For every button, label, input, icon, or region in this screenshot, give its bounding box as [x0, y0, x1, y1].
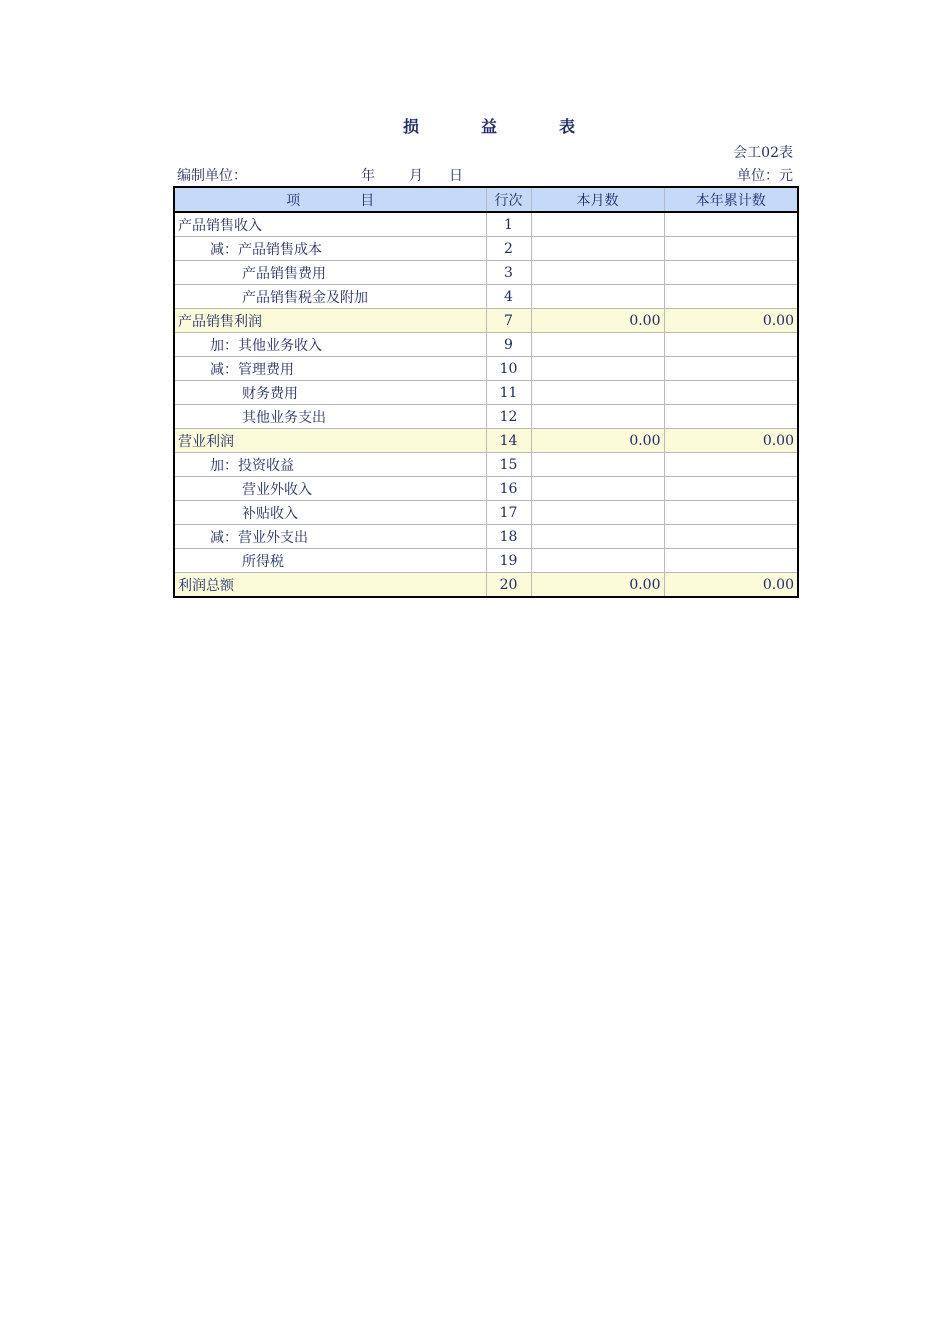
- header-item-b: 目: [360, 192, 375, 209]
- row-item: 利润总额: [174, 573, 486, 598]
- table-row: [174, 549, 798, 573]
- row-month-cell[interactable]: [531, 453, 664, 477]
- table-row: [174, 212, 798, 237]
- year-label: 年: [361, 168, 375, 184]
- row-ytd-cell[interactable]: 0.00: [664, 309, 798, 333]
- row-line: 1: [486, 212, 531, 237]
- row-month-cell[interactable]: 0.00: [531, 429, 664, 453]
- table-row: [174, 285, 798, 309]
- row-ytd-cell[interactable]: [664, 212, 798, 237]
- subtotal-row: [174, 429, 798, 453]
- preparer-unit-label: 编制单位：: [177, 168, 247, 184]
- row-month-cell[interactable]: [531, 212, 664, 237]
- row-month-cell[interactable]: [531, 261, 664, 285]
- table-row: [174, 525, 798, 549]
- row-line: 2: [486, 237, 531, 261]
- row-line: 9: [486, 333, 531, 357]
- header-ytd: 本年累计数: [664, 187, 798, 212]
- row-line: 10: [486, 357, 531, 381]
- row-item: 营业利润: [174, 429, 486, 453]
- row-item: 其他业务支出: [174, 405, 486, 429]
- row-month-cell[interactable]: [531, 549, 664, 573]
- table-row: [174, 333, 798, 357]
- row-ytd-cell[interactable]: [664, 549, 798, 573]
- row-item: 财务费用: [174, 381, 486, 405]
- row-month-cell[interactable]: [531, 357, 664, 381]
- page-title: [173, 114, 797, 136]
- table-row: [174, 261, 798, 285]
- subtotal-row: [174, 309, 798, 333]
- row-ytd-cell[interactable]: [664, 333, 798, 357]
- row-item: 加：其他业务收入: [174, 333, 486, 357]
- row-line: 20: [486, 573, 531, 598]
- row-item: 减：管理费用: [174, 357, 486, 381]
- month-label: 月: [409, 168, 423, 184]
- row-line: 18: [486, 525, 531, 549]
- row-month-cell[interactable]: [531, 237, 664, 261]
- row-item: 产品销售利润: [174, 309, 486, 333]
- row-month-cell[interactable]: [531, 501, 664, 525]
- row-ytd-cell[interactable]: [664, 405, 798, 429]
- row-item: 加：投资收益: [174, 453, 486, 477]
- row-item: 营业外收入: [174, 477, 486, 501]
- title-char-3: 表: [559, 117, 576, 136]
- row-item: 所得税: [174, 549, 486, 573]
- row-line: 3: [486, 261, 531, 285]
- total-row: [174, 573, 798, 598]
- row-item: 产品销售收入: [174, 212, 486, 237]
- header-month: 本月数: [531, 187, 664, 212]
- row-item: 产品销售费用: [174, 261, 486, 285]
- table-row: [174, 237, 798, 261]
- row-ytd-cell[interactable]: [664, 285, 798, 309]
- row-ytd-cell[interactable]: [664, 453, 798, 477]
- row-month-cell[interactable]: [531, 333, 664, 357]
- row-line: 12: [486, 405, 531, 429]
- row-line: 17: [486, 501, 531, 525]
- table-row: [174, 405, 798, 429]
- header-item: [174, 187, 486, 212]
- row-line: 7: [486, 309, 531, 333]
- table-row: [174, 477, 798, 501]
- row-ytd-cell[interactable]: [664, 357, 798, 381]
- title-char-2: 益: [481, 117, 498, 136]
- table-row: [174, 381, 798, 405]
- row-ytd-cell[interactable]: [664, 261, 798, 285]
- table-row: [174, 501, 798, 525]
- table-header-row: [174, 187, 798, 212]
- row-item: 产品销售税金及附加: [174, 285, 486, 309]
- row-ytd-cell[interactable]: [664, 525, 798, 549]
- row-item: 补贴收入: [174, 501, 486, 525]
- row-line: 15: [486, 453, 531, 477]
- meta-row: [173, 165, 797, 185]
- row-ytd-cell[interactable]: [664, 381, 798, 405]
- row-ytd-cell[interactable]: [664, 477, 798, 501]
- row-line: 11: [486, 381, 531, 405]
- row-line: 16: [486, 477, 531, 501]
- header-line: 行次: [486, 187, 531, 212]
- row-ytd-cell[interactable]: 0.00: [664, 573, 798, 598]
- row-line: 14: [486, 429, 531, 453]
- row-item: 减：产品销售成本: [174, 237, 486, 261]
- row-month-cell[interactable]: [531, 405, 664, 429]
- form-code: 会工02表: [733, 145, 793, 161]
- row-month-cell[interactable]: [531, 381, 664, 405]
- row-line: 4: [486, 285, 531, 309]
- row-month-cell[interactable]: 0.00: [531, 309, 664, 333]
- row-ytd-cell[interactable]: 0.00: [664, 429, 798, 453]
- row-line: 19: [486, 549, 531, 573]
- table-row: [174, 453, 798, 477]
- row-month-cell[interactable]: [531, 477, 664, 501]
- currency-unit: 单位：元: [737, 168, 793, 184]
- row-month-cell[interactable]: [531, 525, 664, 549]
- row-item: 减：营业外支出: [174, 525, 486, 549]
- row-month-cell[interactable]: 0.00: [531, 573, 664, 598]
- day-label: 日: [449, 168, 463, 184]
- title-char-1: 损: [403, 117, 420, 136]
- row-ytd-cell[interactable]: [664, 237, 798, 261]
- row-month-cell[interactable]: [531, 285, 664, 309]
- table-row: [174, 357, 798, 381]
- row-ytd-cell[interactable]: [664, 501, 798, 525]
- header-item-a: 项: [286, 192, 301, 209]
- income-statement-table: [173, 186, 799, 598]
